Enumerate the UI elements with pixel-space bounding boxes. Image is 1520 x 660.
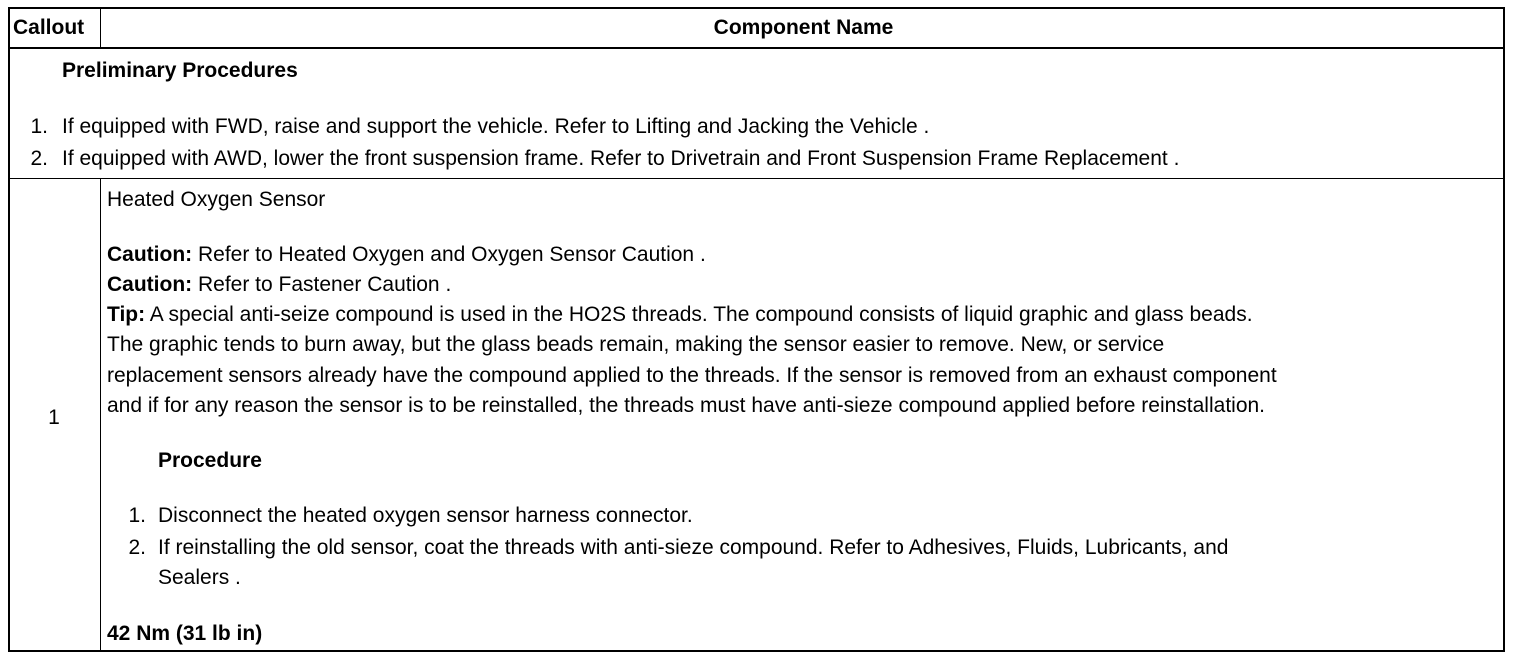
header-bottom-rule <box>8 47 1505 49</box>
preliminary-step-text: If equipped with FWD, raise and support the vehicle. Refer to Lifting and Jacking the Vehicle . <box>62 115 930 138</box>
component-title: Heated Oxygen Sensor <box>107 188 326 211</box>
callout-number: 1 <box>48 406 60 429</box>
component-name-column-header: Component Name <box>713 16 894 39</box>
preliminary-step-number: 1. <box>30 115 48 138</box>
header-column-divider <box>100 7 101 48</box>
row-column-divider <box>100 178 101 652</box>
tip-text: The graphic tends to burn away, but the glass beads remain, making the sensor easier to remove. New, or service <box>107 333 1165 356</box>
preliminary-step-number: 2. <box>30 147 48 170</box>
tip-text: replacement sensors already have the compound applied to the threads. If the sensor is removed from an exhaust component <box>107 364 1277 387</box>
caution-label: Caution: <box>107 273 193 296</box>
callout-column-header: Callout <box>13 16 85 39</box>
procedure-step-text: Sealers . <box>158 566 241 589</box>
torque-spec: 42 Nm (31 lb in) <box>107 622 263 645</box>
caution-note <box>107 273 451 297</box>
tip-text: and if for any reason the sensor is to be reinstalled, the threads must have anti-sieze compound applied before reinstallation. <box>107 394 1266 417</box>
procedure-step-number: 2. <box>128 536 146 559</box>
caution-text: Refer to Heated Oxygen and Oxygen Sensor Caution . <box>192 243 706 266</box>
procedure-step-text: If reinstalling the old sensor, coat the threads with anti-sieze compound. Refer to Adhesives, Fluids, Lubricants, and <box>158 536 1229 559</box>
tip-note-line <box>107 303 1253 327</box>
procedure-heading: Procedure <box>158 449 262 472</box>
preliminary-heading: Preliminary Procedures <box>62 59 298 82</box>
section-rule <box>8 178 1505 179</box>
tip-text: A special anti-seize compound is used in the HO2S threads. The compound consists of liquid graphic and glass beads. <box>145 303 1253 326</box>
caution-text: Refer to Fastener Caution . <box>192 273 452 296</box>
procedure-step-number: 1. <box>128 504 146 527</box>
tip-label: Tip: <box>107 303 146 326</box>
procedure-step-text: Disconnect the heated oxygen sensor harness connector. <box>158 504 693 527</box>
caution-label: Caution: <box>107 243 193 266</box>
caution-note <box>107 243 706 267</box>
preliminary-step-text: If equipped with AWD, lower the front suspension frame. Refer to Drivetrain and Front Suspension Frame Replacement . <box>62 147 1180 170</box>
